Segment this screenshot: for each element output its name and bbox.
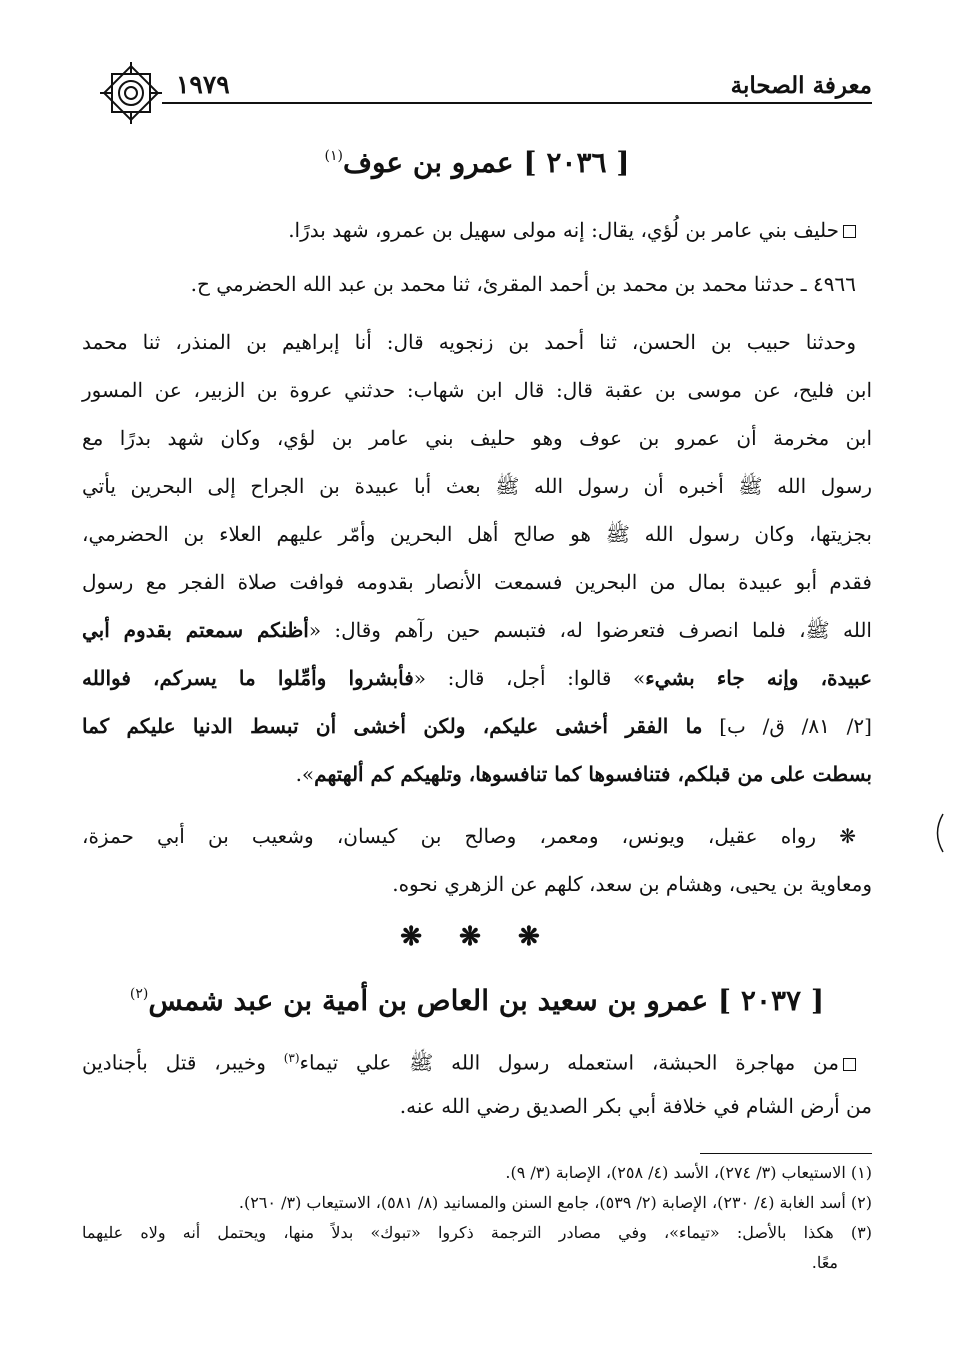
text-line: بسطت على من قبلكم، فتنافسوها كما تنافسوها، وتلهيكم كم ألهتهم». [295,762,872,786]
footnote-rule [700,1153,872,1154]
text-line: من أرض الشام في خلافة أبي بكر الصديق رضي الله عنه. [399,1094,872,1118]
text-line: فقدم أبو عبيدة بمال من البحرين فسمعت الأنصار بقدومه فوافت صلاة الفجر مع رسول [82,570,872,594]
square-icon [843,1058,856,1071]
footnote-3-continued: معًا. [811,1253,838,1272]
text-line: رسول الله ﷺ أخبره أن رسول الله ﷺ بعث أبا عبيدة بن الجراح إلى البحرين يأتي [82,474,872,498]
heading-text: [ ٢٠٣٧ ] عمرو بن سعيد بن العاص بن أمية بن عبد شمس [148,984,825,1017]
text-line: من مهاجرة الحبشة، استعمله رسول الله ﷺ علي تيماء$^{(٣)}$ وخيبر، قتل بأجنادين [82,1034,872,1082]
footnote-2: (٢) أسد الغابة (٤/ ٢٣٠)، الإصابة (٢/ ٥٣٩)، جامع السنن والمسانيد (٨/ ٥٨١)، الاستيعاب (٣/ ٢٦٠). [238,1193,872,1212]
entry-heading-2037 [82,984,872,1017]
entry-heading-2036 [82,146,872,179]
text-line: [٢/ ٨١/ ق/ ب] ما الفقر أخشى عليكم، ولكن أخشى أن تبسط الدنيا عليكم كما [82,714,872,738]
entry-body-2036 [82,206,872,798]
narrators-note [82,812,872,908]
footnotes [82,1158,872,1278]
text-line: ابن فليح، عن موسى بن عقبة قال: قال ابن شهاب: حدثني عروة بن الزبير، عن المسور [82,378,872,402]
text-line: ❋ رواه عقيل، ويونس، ومعمر، وصالح بن كيسان، وشعيب بن أبي حمزة، [82,824,856,848]
text-line: الله ﷺ، فلما انصرف فتعرضوا له، فتبسم حين رآهم وقال: «أظنكم سمعتم بقدوم أبي [82,618,872,642]
text-line: حليف بني عامر بن لُؤي، يقال: إنه مولى سهيل بن عمرو، شهد بدرًا. [82,206,872,254]
footnote-ref-2: (٢) [129,986,149,1002]
text-line: ابن مخرمة أن عمرو بن عوف وهو حليف بني عامر بن لؤي، وكان شهد بدرًا مع [82,426,872,450]
ornament-icon [98,60,164,126]
hadith-number-line: ٤٩٦٦ ـ حدثنا محمد بن محمد بن أحمد المقرئ، ثنا محمد بن عبد الله الحضرمي ح. [190,272,856,296]
text-line: عبيدة، وإنه جاء بشيء» قالوا: أجل، قال: «فأبشروا وأمِّلوا ما يسركم، فوالله [82,666,872,690]
footnote-1: (١) الاستيعاب (٣/ ٢٧٤)، الأسد (٤/ ٢٥٨)، الإصابة (٣/ ٩). [505,1163,872,1182]
text-line: ومعاوية بن يحيى، وهشام بن سعد، كلهم عن الزهري نحوه. [392,872,872,896]
text-line: بجزيتها، وكان رسول الله ﷺ هو صالح أهل البحرين وأمّر عليهم العلاء بن الحضرمي، [82,522,872,546]
text-line: وحدثنا حبيب بن الحسن، ثنا أحمد بن زنجويه قال: أنا إبراهيم بن المنذر، ثنا محمد [82,330,856,354]
footnote-3: (٣) هكذا بالأصل: «تيماء»، وفي مصادر الترجمة ذكروا «تبوك» بدلاً منها، ويحتمل أنه ولاه عليهما [82,1223,872,1242]
entry-body-2037 [82,1034,872,1130]
heading-text: [ ٢٠٣٦ ] عمرو بن عوف [342,146,630,179]
footnote-ref-1: (١) [324,148,343,164]
book-title: معرفة الصحابة [730,72,872,99]
margin-mark-icon [930,812,946,854]
footnote-ref-3: (٣) [283,1051,300,1065]
header-rule [162,102,872,104]
section-separator: ❋ ❋ ❋ [400,922,554,952]
page-number: ١٩٧٩ [176,70,230,99]
square-icon [843,225,856,238]
